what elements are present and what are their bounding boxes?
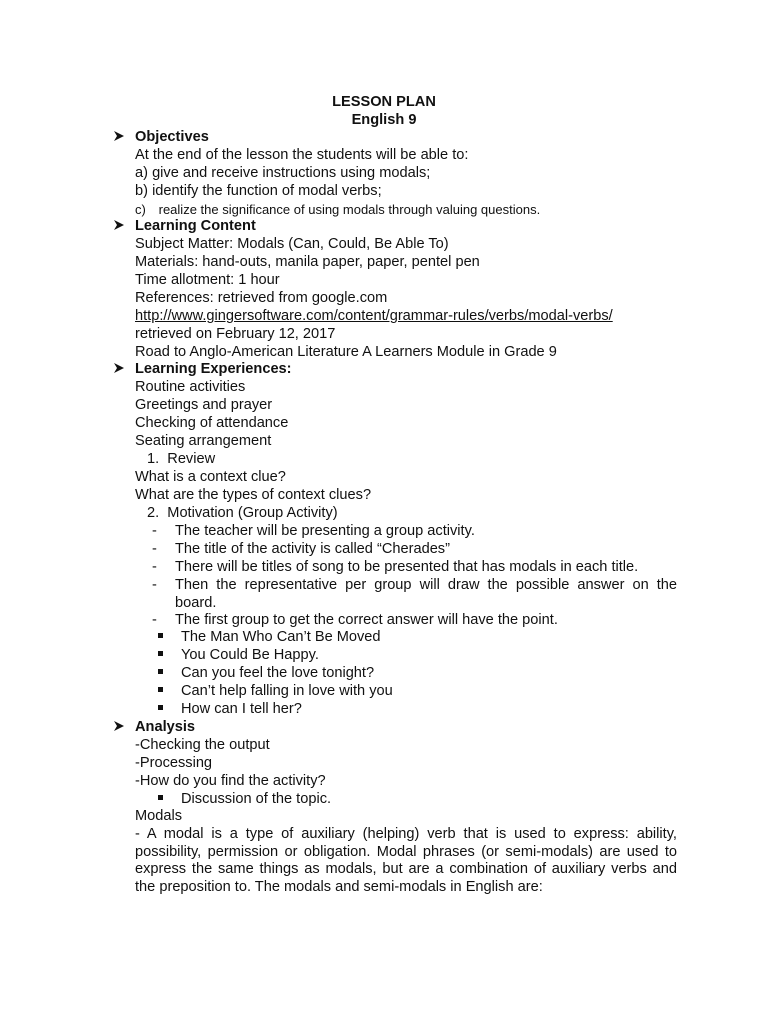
reference-link[interactable]: http://www.gingersoftware.com/content/grammar-rules/verbs/modal-verbs/ [135, 308, 613, 324]
objective-label: a) [135, 165, 148, 181]
routine-line: Greetings and prayer [135, 397, 273, 413]
step-label: Motivation (Group Activity) [167, 505, 338, 521]
time-allotment: Time allotment: 1 hour [135, 272, 280, 288]
arrow-bullet-icon [113, 361, 135, 379]
section-heading: Objectives [135, 129, 209, 145]
analysis-line: -Processing [135, 755, 213, 771]
document-subtitle: English 9 [351, 112, 417, 128]
analysis-line: -How do you find the activity? [135, 773, 326, 789]
square-bullet-icon [158, 701, 163, 719]
dash-item: There will be titles of song to be presented that has modals in each title. [175, 559, 639, 575]
review-question: What are the types of context clues? [135, 487, 372, 503]
references: References: retrieved from google.com [135, 290, 388, 306]
analysis-line: -Checking the output [135, 737, 270, 753]
routine-line: Seating arrangement [135, 433, 272, 449]
dash-marker: - [152, 612, 157, 628]
routine-line: Checking of attendance [135, 415, 289, 431]
song-title: How can I tell her? [181, 701, 302, 717]
objectives-intro: At the end of the lesson the students will be able to: [135, 147, 469, 163]
song-title: The Man Who Can’t Be Moved [181, 629, 381, 645]
retrieved-date: retrieved on February 12, 2017 [135, 326, 336, 342]
square-bullet-icon [158, 647, 163, 665]
reference-book: Road to Anglo-American Literature A Learners Module in Grade 9 [135, 344, 557, 360]
modals-heading: Modals [135, 808, 183, 824]
arrow-bullet-icon [113, 129, 135, 147]
objective-item [135, 165, 430, 183]
section-analysis [113, 719, 195, 737]
document-title: LESSON PLAN [332, 94, 436, 110]
section-heading: Learning Experiences: [135, 361, 292, 377]
section-learning-experiences [113, 361, 292, 379]
section-objectives [113, 129, 209, 147]
objective-text: give and receive instructions using modals; [152, 165, 431, 181]
paragraph-line: possibility, permission or obligation. Modal phrases (or semi-modals) are used to [135, 843, 677, 860]
objective-text: realize the significance of using modals through valuing questions. [158, 202, 541, 217]
square-bullet-icon [158, 665, 163, 683]
dash-item: The teacher will be presenting a group activity. [175, 523, 475, 539]
dash-marker: - [152, 523, 157, 539]
modals-paragraph [135, 826, 677, 896]
objective-label: b) [135, 183, 148, 199]
paragraph-line: the preposition to. The modals and semi-modals in English are: [135, 878, 543, 895]
motivation-step [147, 505, 338, 523]
square-bullet-icon [158, 683, 163, 701]
section-heading: Learning Content [135, 218, 256, 234]
dash-item: Then the representative per group will draw the possible answer on the board. [175, 577, 677, 611]
analysis-bullet: Discussion of the topic. [181, 791, 332, 807]
paragraph-line: - A modal is a type of auxiliary (helping) verb that is used to express: ability, [135, 826, 677, 842]
arrow-bullet-icon [113, 218, 135, 236]
routine-line: Routine activities [135, 379, 246, 395]
song-title: Can you feel the love tonight? [181, 665, 375, 681]
dash-marker: - [152, 577, 157, 593]
dash-item: The first group to get the correct answer will have the point. [175, 612, 558, 628]
section-heading: Analysis [135, 719, 196, 735]
step-label: Review [167, 451, 216, 467]
objective-label: c) [135, 202, 146, 217]
dash-item: The title of the activity is called “Cherades” [175, 541, 450, 557]
step-number: 2. [147, 505, 160, 521]
song-title: Can’t help falling in love with you [181, 683, 393, 699]
objective-text: identify the function of modal verbs; [152, 183, 382, 199]
materials: Materials: hand-outs, manila paper, paper, pentel pen [135, 254, 480, 270]
step-number: 1. [147, 451, 160, 467]
section-learning-content [113, 218, 256, 236]
square-bullet-icon [158, 629, 163, 647]
subject-matter: Subject Matter: Modals (Can, Could, Be Able To) [135, 236, 449, 252]
objective-item [135, 201, 540, 219]
review-step [147, 451, 215, 469]
review-question: What is a context clue? [135, 469, 286, 485]
dash-marker: - [152, 559, 157, 575]
objective-item [135, 183, 382, 201]
paragraph-line: express the same things as modals, but are a combination of auxiliary verbs and [135, 861, 677, 878]
dash-marker: - [152, 541, 157, 557]
song-title: You Could Be Happy. [181, 647, 319, 663]
square-bullet-icon [158, 791, 163, 809]
arrow-bullet-icon [113, 719, 135, 737]
